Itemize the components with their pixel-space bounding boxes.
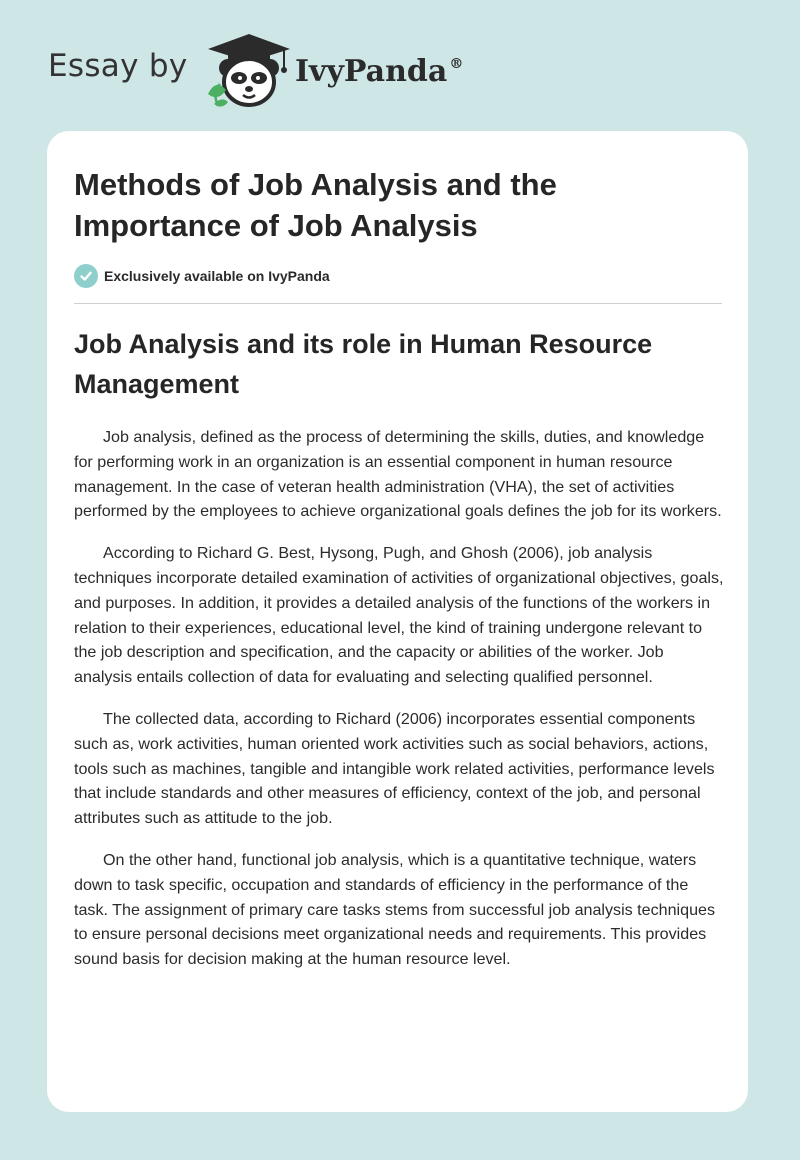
page-title: Methods of Job Analysis and the Importance of Job Analysis xyxy=(74,167,557,243)
registered-mark: ® xyxy=(449,56,464,72)
paragraph: Job analysis, defined as the process of determining the skills, duties, and knowledge for performing work in an organization is an essential component in human resource management. In the case of veteran health administration (VHA), the set of activities performed by the employees to achieve organizational goals defines the job for its workers. xyxy=(74,428,722,521)
section-heading: Job Analysis and its role in Human Resource Management xyxy=(74,329,653,399)
paragraph: The collected data, according to Richard (2006) incorporates essential components such as, work activities, human oriented work activities such as social behaviors, actions, tools such as machines, tangible and intangible work related activities, performance levels that include standards and other measures of efficiency, context of the job, and personal attributes such as attitude to the job. xyxy=(74,709,715,828)
site-header xyxy=(48,30,648,110)
panda-graduate-icon[interactable] xyxy=(204,32,294,110)
exclusive-label: Exclusively available on IvyPanda xyxy=(104,268,330,284)
essay-card xyxy=(47,131,748,1112)
paragraph: According to Richard G. Best, Hysong, Pugh, and Ghosh (2006), job analysis techniques incorporate detailed examination of activities of organizational objectives, goals, and purposes. In addition, it provides a detailed analysis of the functions of the workers in relation to their experiences, educational level, the kind of training undergone relevant to the job description and specification, and the capacity or abilities of the worker. Job analysis entails collection of data for evaluating and selecting qualified personnel. xyxy=(74,544,724,687)
essay-body xyxy=(74,425,724,989)
divider xyxy=(74,303,722,304)
check-circle-icon xyxy=(74,264,98,288)
brand-name[interactable]: IvyPanda ® xyxy=(295,54,464,89)
essay-by-label: Essay by xyxy=(48,48,188,84)
paragraph: On the other hand, functional job analysis, which is a quantitative technique, waters down to task specific, occupation and standards of efficiency in the performance of the task. The assignment of primary care tasks stems from successful job analysis techniques to ensure personal decisions meet organizational needs and requirements. This provides sound basis for decision making at the human resource level. xyxy=(74,850,716,969)
exclusive-badge xyxy=(74,263,330,289)
